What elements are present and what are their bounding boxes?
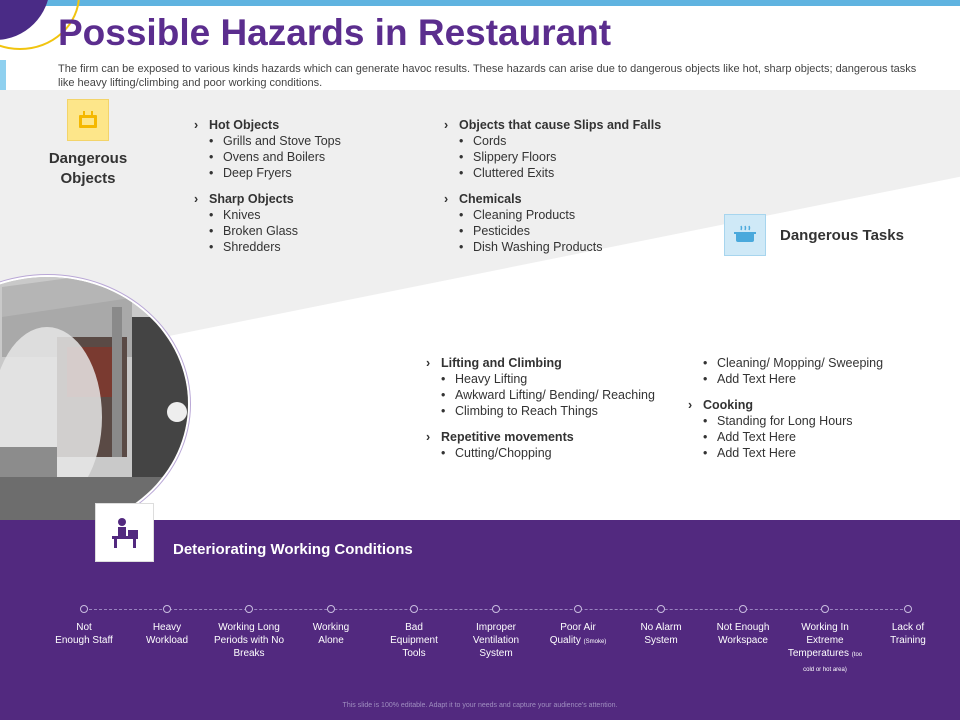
page-title: Possible Hazards in Restaurant [58, 12, 612, 53]
task-group-lifting-climbing [426, 355, 655, 419]
timeline-dot [904, 605, 912, 613]
list-item: • Awkward Lifting/ Bending/ Reaching [441, 387, 655, 403]
condition-not-enough-staff: Not Enough Staff [55, 622, 113, 646]
list-item: • Dish Washing Products [459, 239, 602, 255]
group-heading: › Repetitive movements [426, 429, 574, 445]
hazard-group-sharp-objects [194, 191, 298, 255]
hazard-group-slips-falls [444, 117, 661, 181]
dangerous-objects-label-line2: Objects [60, 170, 116, 187]
group-heading: › Cooking [688, 397, 853, 413]
hazard-group-chemicals [444, 191, 602, 255]
timeline-dot [657, 605, 665, 613]
group-heading: › Lifting and Climbing [426, 355, 655, 371]
list-item: • Cords [459, 133, 661, 149]
dangerous-tasks-label: Dangerous Tasks [780, 227, 904, 244]
group-heading: › Chemicals [444, 191, 602, 207]
list-item: • Add Text Here [703, 429, 853, 445]
timeline-dot [80, 605, 88, 613]
list-item: • Shredders [209, 239, 298, 255]
list-item: • Grills and Stove Tops [209, 133, 341, 149]
group-heading: › Sharp Objects [194, 191, 298, 207]
condition-improper-ventilation: Improper Ventilation System [472, 622, 520, 659]
group-heading: › Objects that cause Slips and Falls [444, 117, 661, 133]
fryer-icon [67, 99, 109, 141]
list-item: • Knives [209, 207, 298, 223]
worker-icon [95, 503, 154, 562]
condition-working-alone: Working Alone [312, 622, 350, 646]
condition-lack-of-training: Lack of Training [890, 622, 926, 646]
timeline-dot [821, 605, 829, 613]
timeline-dot [739, 605, 747, 613]
cooking-pot-icon [724, 214, 766, 256]
timeline-dot [492, 605, 500, 613]
footer-note: This slide is 100% editable. Adapt it to your needs and capture your audience's attention. [342, 702, 618, 709]
working-conditions-title: Deteriorating Working Conditions [173, 541, 413, 558]
list-item: • Ovens and Boilers [209, 149, 341, 165]
group-heading: › Hot Objects [194, 117, 341, 133]
timeline-dot [574, 605, 582, 613]
top-accent-bar [0, 0, 960, 6]
list-item: • Cutting/Chopping [441, 445, 574, 461]
timeline-dot [163, 605, 171, 613]
list-item: • Cluttered Exits [459, 165, 661, 181]
condition-poor-air-quality: Poor Air Quality (Smoke) [549, 622, 607, 646]
timeline-dot [327, 605, 335, 613]
list-item: • Broken Glass [209, 223, 298, 239]
list-item: • Standing for Long Hours [703, 413, 853, 429]
hazard-group-hot-objects [194, 117, 341, 181]
list-item: • Add Text Here [703, 371, 883, 387]
dangerous-objects-label [38, 149, 138, 189]
list-item: • Pesticides [459, 223, 602, 239]
list-item: • Add Text Here [703, 445, 853, 461]
timeline-dot [245, 605, 253, 613]
list-item: • Cleaning Products [459, 207, 602, 223]
list-item: • Cleaning/ Mopping/ Sweeping [703, 355, 883, 371]
list-item: • Heavy Lifting [441, 371, 655, 387]
task-group-cooking [688, 397, 853, 461]
condition-heavy-workload: Heavy Workload [145, 622, 189, 646]
task-group-cleaning [688, 355, 883, 387]
condition-long-periods: Working Long Periods with No Breaks [213, 622, 285, 659]
list-item: • Climbing to Reach Things [441, 403, 655, 419]
condition-no-alarm: No Alarm System [640, 622, 682, 646]
condition-extreme-temperatures: Working In Extreme Temperatures (too cold or hot area) [787, 622, 863, 673]
condition-bad-equipment: Bad Equipment Tools [390, 622, 438, 659]
condition-not-enough-workspace: Not Enough Workspace [716, 622, 770, 646]
task-group-repetitive [426, 429, 574, 461]
list-item: • Slippery Floors [459, 149, 661, 165]
page-subtitle: The firm can be exposed to various kinds hazards which can generate havoc results. These hazards can arise due to dangerous objects like hot, sharp objects; dangerous tasks like heavy lifting/climbing and poor working conditions. [58, 63, 917, 89]
timeline-dot [410, 605, 418, 613]
list-item: • Deep Fryers [209, 165, 341, 181]
dangerous-objects-label-line1: Dangerous [48, 150, 128, 167]
